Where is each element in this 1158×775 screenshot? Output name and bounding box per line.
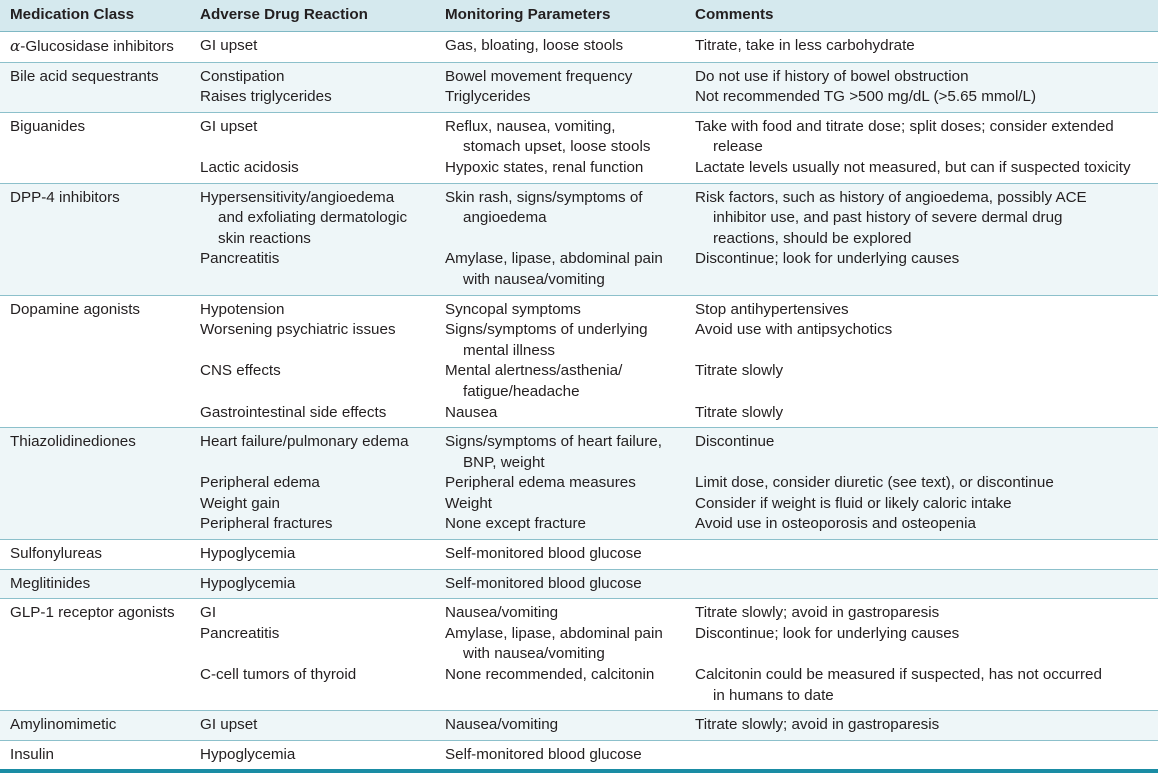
medication-class-cell [0, 569, 190, 599]
table-row [0, 599, 1158, 624]
comment-cell [685, 87, 1158, 112]
comment-cell [685, 599, 1158, 624]
adverse-reaction-line: Worsening psychiatric issues [200, 321, 396, 339]
monitoring-parameter-line: Bowel movement frequency [445, 67, 633, 85]
header-comments: Comments [685, 0, 1158, 32]
monitoring-parameter-line: angioedema [463, 209, 547, 227]
monitoring-parameter-cell [435, 158, 685, 183]
comment-cell [685, 514, 1158, 539]
header-adverse-drug-reaction: Adverse Drug Reaction [190, 0, 435, 32]
table-row [0, 494, 1158, 515]
medication-class-name: GLP-1 receptor agonists [10, 604, 175, 622]
comment-cell [685, 32, 1158, 63]
comment-line: Not recommended TG >500 mg/dL (>5.65 mmol/L) [695, 88, 1037, 106]
monitoring-parameter-cell [435, 494, 685, 515]
monitoring-parameter-cell [435, 112, 685, 158]
medication-class-cell [0, 540, 190, 570]
monitoring-parameter-line: Self-monitored blood glucose [445, 745, 642, 763]
adverse-reaction-line: Heart failure/pulmonary edema [200, 433, 409, 451]
comment-line: Titrate slowly [695, 362, 784, 380]
medication-class-cell [0, 112, 190, 158]
monitoring-parameter-cell [435, 183, 685, 249]
comment-line: Do not use if history of bowel obstruction [695, 67, 969, 85]
table-body [0, 32, 1158, 770]
adverse-reaction-cell [190, 32, 435, 63]
comment-line: Titrate slowly; avoid in gastroparesis [695, 604, 940, 622]
comment-line: Titrate slowly; avoid in gastroparesis [695, 716, 940, 734]
comment-line: Titrate, take in less carbohydrate [695, 37, 915, 54]
monitoring-parameter-line: Amylase, lipase, abdominal pain [445, 250, 663, 268]
adverse-reaction-line: GI upset [200, 716, 258, 734]
monitoring-parameter-cell [435, 569, 685, 599]
comment-cell [685, 624, 1158, 665]
adverse-reaction-cell [190, 249, 435, 295]
adverse-reaction-cell [190, 87, 435, 112]
medication-class-name: Insulin [10, 745, 54, 763]
table-row [0, 361, 1158, 402]
comment-cell [685, 711, 1158, 741]
table-row [0, 540, 1158, 570]
monitoring-parameter-line: Self-monitored blood glucose [445, 574, 642, 592]
adverse-reaction-line: Raises triglycerides [200, 88, 332, 106]
bottom-rule [0, 769, 1158, 773]
adverse-reaction-line: CNS effects [200, 362, 281, 380]
monitoring-parameter-line: Nausea/vomiting [445, 604, 559, 622]
monitoring-parameter-line: BNP, weight [463, 453, 545, 471]
table-row [0, 249, 1158, 295]
adverse-reaction-line: Peripheral edema [200, 474, 320, 492]
medication-class-name: Dopamine agonists [10, 300, 141, 318]
adverse-reaction-line: Gastrointestinal side effects [200, 403, 387, 421]
monitoring-parameter-cell [435, 665, 685, 711]
table-row [0, 32, 1158, 63]
table-row [0, 665, 1158, 711]
medication-class-cell [0, 158, 190, 183]
monitoring-parameter-line: Reflux, nausea, vomiting, [445, 117, 616, 135]
table-row [0, 473, 1158, 494]
comment-line: Discontinue; look for underlying causes [695, 624, 960, 642]
comment-line: Discontinue [695, 433, 775, 451]
comment-line: Titrate slowly [695, 403, 784, 421]
medication-class-cell [0, 295, 190, 320]
monitoring-parameter-line: stomach upset, loose stools [463, 138, 651, 156]
medication-class-name: Amylinomimetic [10, 716, 117, 734]
medication-class-cell [0, 403, 190, 428]
table-row [0, 711, 1158, 741]
monitoring-parameter-line: None except fracture [445, 515, 586, 533]
monitoring-parameter-line: None recommended, calcitonin [445, 666, 655, 684]
monitoring-parameter-cell [435, 403, 685, 428]
comment-cell [685, 112, 1158, 158]
monitoring-parameter-line: Mental alertness/asthenia/ [445, 362, 623, 380]
adverse-reaction-cell [190, 665, 435, 711]
adverse-reaction-line: skin reactions [218, 229, 311, 247]
monitoring-parameter-line: Weight [445, 494, 492, 512]
adverse-reaction-cell [190, 711, 435, 741]
comment-line: Consider if weight is fluid or likely caloric intake [695, 494, 1012, 512]
comment-line: reactions, should be explored [713, 229, 912, 247]
comment-line: inhibitor use, and past history of severe dermal drug [713, 209, 1063, 227]
adverse-reaction-line: Hypotension [200, 300, 285, 318]
adverse-reaction-cell [190, 403, 435, 428]
monitoring-parameter-cell [435, 740, 685, 769]
comment-cell [685, 569, 1158, 599]
comment-line: in humans to date [713, 686, 834, 704]
medication-class-cell [0, 514, 190, 539]
medication-class-cell [0, 183, 190, 249]
monitoring-parameter-line: mental illness [463, 341, 556, 359]
medication-class-name: Meglitinides [10, 574, 91, 592]
monitoring-parameter-cell [435, 361, 685, 402]
medication-class-cell [0, 494, 190, 515]
monitoring-parameter-line: with nausea/vomiting [463, 645, 605, 663]
comment-line: Risk factors, such as history of angioedema, possibly ACE [695, 188, 1087, 206]
comment-cell [685, 320, 1158, 361]
adverse-reaction-cell [190, 494, 435, 515]
medication-class-cell [0, 361, 190, 402]
table-row [0, 514, 1158, 539]
medication-class-cell [0, 599, 190, 624]
table-row [0, 62, 1158, 87]
comment-cell [685, 494, 1158, 515]
monitoring-parameter-line: Signs/symptoms of underlying [445, 321, 648, 339]
comment-cell [685, 249, 1158, 295]
table-row [0, 403, 1158, 428]
monitoring-parameter-cell [435, 624, 685, 665]
adverse-reaction-cell [190, 320, 435, 361]
monitoring-parameter-cell [435, 428, 685, 474]
table-row [0, 624, 1158, 665]
monitoring-parameter-cell [435, 320, 685, 361]
adverse-reaction-line: Hypoglycemia [200, 574, 296, 592]
adverse-reaction-cell [190, 740, 435, 769]
medication-class-greek: α [10, 37, 21, 55]
adverse-reaction-cell [190, 540, 435, 570]
table-row [0, 320, 1158, 361]
comment-line: Lactate levels usually not measured, but can if suspected toxicity [695, 158, 1131, 176]
comment-line: Stop antihypertensives [695, 300, 849, 318]
monitoring-parameter-line: Nausea [445, 403, 498, 421]
table-row [0, 158, 1158, 183]
comment-cell [685, 183, 1158, 249]
comment-cell [685, 540, 1158, 570]
adverse-reaction-line: Hypersensitivity/angioedema [200, 188, 395, 206]
comment-cell [685, 665, 1158, 711]
adverse-reaction-line: Peripheral fractures [200, 515, 333, 533]
monitoring-parameter-line: Gas, bloating, loose stools [445, 37, 624, 54]
adverse-reaction-line: GI [200, 604, 217, 622]
medication-class-cell [0, 711, 190, 741]
monitoring-parameter-line: Amylase, lipase, abdominal pain [445, 624, 663, 642]
adverse-reaction-cell [190, 473, 435, 494]
comment-cell [685, 428, 1158, 474]
table-header-row [0, 0, 1158, 32]
table-row [0, 183, 1158, 249]
monitoring-parameter-cell [435, 599, 685, 624]
header-monitoring-parameters: Monitoring Parameters [435, 0, 685, 32]
monitoring-parameter-line: Signs/symptoms of heart failure, [445, 433, 662, 451]
monitoring-parameter-line: Triglycerides [445, 88, 531, 106]
comment-line: Avoid use in osteoporosis and osteopenia [695, 515, 976, 533]
comment-line: Limit dose, consider diuretic (see text), or discontinue [695, 474, 1054, 492]
table-row [0, 740, 1158, 769]
adverse-reaction-line: Weight gain [200, 494, 280, 512]
medication-class-name: -Glucosidase inhibitors [20, 38, 174, 55]
medication-class-name: DPP-4 inhibitors [10, 188, 120, 206]
medication-class-cell [0, 624, 190, 665]
adverse-reaction-line: GI upset [200, 117, 258, 135]
table-row [0, 87, 1158, 112]
medication-class-cell [0, 320, 190, 361]
monitoring-parameter-cell [435, 473, 685, 494]
adverse-reaction-cell [190, 624, 435, 665]
adverse-reaction-line: GI upset [200, 37, 258, 54]
adverse-reaction-line: Hypoglycemia [200, 545, 296, 563]
monitoring-parameter-line: Peripheral edema measures [445, 474, 636, 492]
medication-class-name: Thiazolidinediones [10, 433, 136, 451]
adverse-reaction-cell [190, 361, 435, 402]
adverse-reaction-cell [190, 428, 435, 474]
adverse-reaction-line: Hypoglycemia [200, 745, 296, 763]
comment-cell [685, 62, 1158, 87]
comment-line: Avoid use with antipsychotics [695, 321, 893, 339]
adverse-reaction-line: Lactic acidosis [200, 158, 299, 176]
adverse-reaction-line: and exfoliating dermatologic [218, 209, 408, 227]
monitoring-parameter-cell [435, 32, 685, 63]
medication-class-cell [0, 428, 190, 474]
medication-class-cell [0, 473, 190, 494]
medication-class-name: Biguanides [10, 117, 86, 135]
table-row [0, 428, 1158, 474]
adverse-reaction-line: Constipation [200, 67, 285, 85]
monitoring-parameter-line: fatigue/headache [463, 382, 580, 400]
adverse-reaction-cell [190, 295, 435, 320]
monitoring-parameter-cell [435, 540, 685, 570]
comment-cell [685, 473, 1158, 494]
adverse-reaction-cell [190, 183, 435, 249]
adverse-reaction-line: Pancreatitis [200, 624, 280, 642]
adverse-reaction-line: C-cell tumors of thyroid [200, 666, 357, 684]
medication-class-cell [0, 665, 190, 711]
table-row [0, 569, 1158, 599]
monitoring-parameter-line: Nausea/vomiting [445, 716, 559, 734]
monitoring-parameter-line: with nausea/vomiting [463, 270, 605, 288]
header-medication-class: Medication Class [0, 0, 190, 32]
medication-class-name: Sulfonylureas [10, 545, 103, 563]
adverse-reaction-cell [190, 514, 435, 539]
adverse-reaction-cell [190, 158, 435, 183]
monitoring-parameter-cell [435, 514, 685, 539]
medication-class-cell [0, 740, 190, 769]
comment-cell [685, 361, 1158, 402]
comment-line: Take with food and titrate dose; split doses; consider extended [695, 117, 1114, 135]
table-row [0, 295, 1158, 320]
adverse-reaction-line: Pancreatitis [200, 250, 280, 268]
medication-class-cell [0, 32, 190, 63]
medication-class-name: Bile acid sequestrants [10, 67, 159, 85]
comment-cell [685, 740, 1158, 769]
comment-cell [685, 403, 1158, 428]
medication-class-cell [0, 249, 190, 295]
comment-cell [685, 295, 1158, 320]
monitoring-parameter-cell [435, 62, 685, 87]
monitoring-parameter-line: Syncopal symptoms [445, 300, 581, 318]
comment-cell [685, 158, 1158, 183]
monitoring-parameter-cell [435, 295, 685, 320]
monitoring-parameter-line: Skin rash, signs/symptoms of [445, 188, 643, 206]
comment-line: Discontinue; look for underlying causes [695, 250, 960, 268]
medication-class-cell [0, 87, 190, 112]
monitoring-parameter-line: Self-monitored blood glucose [445, 545, 642, 563]
monitoring-parameter-cell [435, 249, 685, 295]
adverse-reaction-cell [190, 569, 435, 599]
adverse-reaction-cell [190, 62, 435, 87]
table-row [0, 112, 1158, 158]
monitoring-parameter-line: Hypoxic states, renal function [445, 158, 644, 176]
comment-line: Calcitonin could be measured if suspected, has not occurred [695, 666, 1102, 684]
comment-line: release [713, 138, 763, 156]
adverse-reaction-cell [190, 599, 435, 624]
medication-class-cell [0, 62, 190, 87]
adverse-reaction-cell [190, 112, 435, 158]
monitoring-parameter-cell [435, 711, 685, 741]
monitoring-parameter-cell [435, 87, 685, 112]
